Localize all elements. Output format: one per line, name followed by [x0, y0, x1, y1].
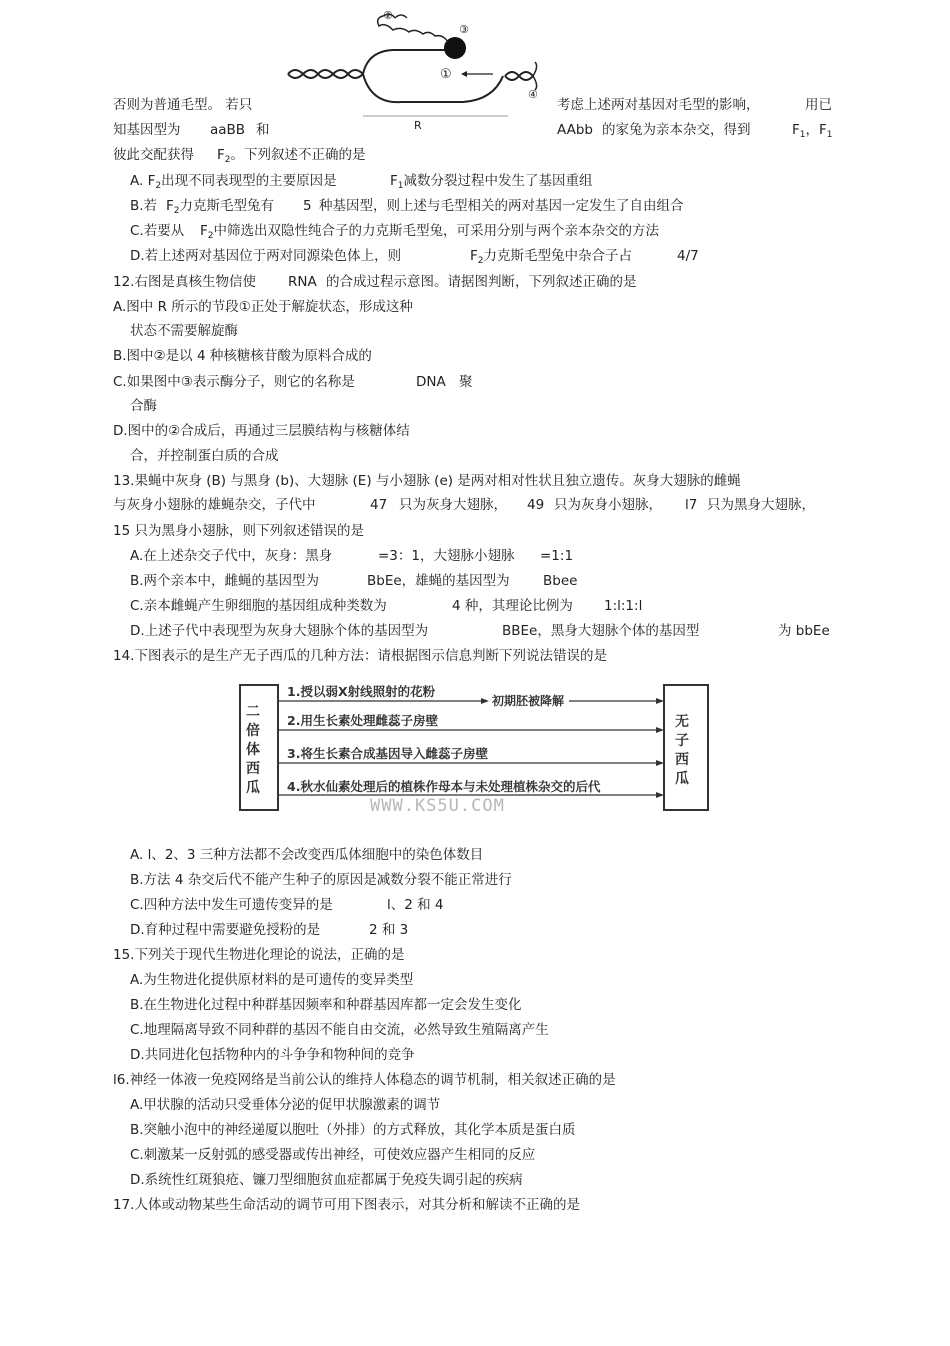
- q11-option-b-b: $F_2$力克斯毛型兔有: [166, 198, 274, 216]
- q11-option-b-e: 种基因型，则上述与毛型相关的两对基因一定发生了自由组合: [319, 198, 684, 214]
- q12-option-b: B.图中②是以 4 种核糖核苷酸为原料合成的: [113, 348, 372, 364]
- q11-line1-left: 否则为普通毛型。 若只: [113, 97, 253, 113]
- q16-option-c: C.刺激某一反射弧的感受器或传出神经，可使效应器产生相同的反应: [130, 1147, 536, 1163]
- q13-option-d-b: BBEe，黑身大翅脉个体的基因型: [502, 623, 700, 639]
- q14-option-d-b: 2 和 3: [369, 922, 409, 938]
- q12-stem-a: 12.右图是真核生物信使: [113, 274, 256, 290]
- q11-line3-b: $F_2$。下列叙述不正确的是: [217, 147, 366, 165]
- q16-option-d: D.系统性红斑狼疮、镰刀型细胞贫血症都属于免疫失调引起的疾病: [130, 1172, 523, 1188]
- q11-line2-f: $F_1$，$F_1$: [792, 122, 833, 140]
- right-box-label: 无子西瓜: [675, 714, 689, 787]
- q11-option-a: A. $F_2$出现不同表现型的主要原因是: [130, 173, 337, 191]
- q13-stem-2e: 只为灰身小翅脉，: [554, 497, 662, 513]
- q13-stem-2d: 49: [527, 497, 545, 513]
- q11-option-a-tail: $F_1$减数分裂过程中发生了基因重组: [390, 173, 593, 191]
- q11-line1-right-a: 考虑上述两对基因对毛型的影响，: [557, 97, 760, 113]
- transcription-diagram: [283, 4, 548, 134]
- q14-stem: 14.下图表示的是生产无子西瓜的几种方法：请根据图示信息判断下列说法错误的是: [113, 648, 607, 664]
- q11-line2-d: AAbb: [557, 122, 593, 138]
- q12-option-c-2: 合酶: [130, 398, 157, 414]
- q15-option-a: A.为生物进化提供原材料的是可遗传的变异类型: [130, 972, 414, 988]
- q12-option-a-2: 状态不需要解旋酶: [130, 323, 238, 339]
- q11-line2-c: 和: [256, 122, 270, 138]
- q17-stem: 17.人体或动物某些生命活动的调节可用下图表示，对其分析和解读不正确的是: [113, 1197, 580, 1213]
- q13-stem-2a: 与灰身小翅脉的雄蝇杂交，子代中: [113, 497, 316, 513]
- q14-option-b: B.方法 4 杂交后代不能产生种子的原因是减数分裂不能正常进行: [130, 872, 512, 888]
- q13-option-b-b: BbEe，雄蝇的基因型为: [367, 573, 510, 589]
- q12-stem-c: 的合成过程示意图。请据图判断，下列叙述正确的是: [326, 274, 637, 290]
- q11-line3-a: 彼此交配获得: [113, 147, 194, 163]
- q13-option-a-c: =1:1: [540, 548, 574, 564]
- q12-stem-b: RNA: [288, 274, 317, 290]
- q12-option-c-1c: 聚: [459, 374, 473, 390]
- q16-option-a: A.甲状腺的活动只受垂体分泌的促甲状腺激素的调节: [130, 1097, 441, 1113]
- q14-option-a: A. l、2、3 三种方法都不会改变西瓜体细胞中的染色体数目: [130, 847, 484, 863]
- q13-option-b-c: Bbee: [543, 573, 578, 589]
- q11-option-c-b: $F_2$中筛选出双隐性纯合子的力克斯毛型兔，可采用分别与两个亲本杂交的方法: [200, 223, 659, 241]
- q13-stem-2g: 只为黑身大翅脉，: [707, 497, 815, 513]
- q13-option-b-a: B.两个亲本中，雌蝇的基因型为: [130, 573, 320, 589]
- q15-option-b: B.在生物进化过程中种群基因频率和种群基因库都一定会发生变化: [130, 997, 522, 1013]
- q11-line2-a: 知基因型为: [113, 122, 181, 138]
- q16-stem: l6.神经一体液一免疫网络是当前公认的维持人体稳态的调节机制，相关叙述正确的是: [113, 1072, 616, 1088]
- diagram-label-4: ④: [528, 88, 538, 101]
- diagram-label-1: ①: [440, 67, 452, 82]
- method-3: 3.将生长素合成基因导入雌蕊子房壁: [287, 746, 488, 761]
- q13-stem-3: 15 只为黑身小翅脉，则下列叙述错误的是: [113, 523, 364, 539]
- q12-option-d-1: D.图中的②合成后，再通过三层膜结构与核糖体结: [113, 423, 410, 439]
- q13-option-d-a: D.上述子代中表现型为灰身大翅脉个体的基因型为: [130, 623, 429, 639]
- method-2: 2.用生长素处理雌蕊子房壁: [287, 713, 438, 728]
- q11-option-d-b: $F_2$力克斯毛型兔中杂合子占: [470, 248, 632, 266]
- q13-option-d-c: 为 bbEe: [778, 623, 830, 639]
- method-1-arrow-label: 初期胚被降解: [492, 694, 565, 708]
- method-1: 1.授以弱X射线照射的花粉: [287, 684, 436, 699]
- method-4: 4.秋水仙素处理后的植株作母本与未处理植株杂交的后代: [287, 779, 601, 794]
- q11-line1-right-b: 用已: [805, 97, 832, 113]
- q13-stem-2f: l7: [685, 497, 698, 513]
- diagram-label-2: ②: [383, 9, 393, 22]
- q12-option-c-1b: DNA: [416, 374, 446, 390]
- q13-stem-1: 13.果蝇中灰身 (B) 与黑身 (b)、大翅脉 (E) 与小翅脉 (e) 是两对相对性状且独立遗传。灰身大翅脉的雌蝇: [113, 473, 741, 489]
- q11-option-d-a: D.若上述两对基因位于两对同源染色体上，则: [130, 248, 402, 264]
- q16-option-b: B.突触小泡中的神经递厦以胞吐（外排）的方式释放，其化学本质是蛋白质: [130, 1122, 576, 1138]
- q13-option-c-b: 4 种，其理论比例为: [452, 598, 573, 614]
- q15-option-c: C.地理隔离导致不同种群的基因不能自由交流，必然导致生殖隔离产生: [130, 1022, 549, 1038]
- q11-option-b-a: B.若: [130, 198, 158, 214]
- q13-stem-2b: 47: [370, 497, 388, 513]
- q12-option-c-1a: C.如果图中③表示酶分子，则它的名称是: [113, 374, 355, 390]
- watermark: WWW.KS5U.COM: [370, 796, 505, 816]
- q13-option-c-a: C.亲本雌蝇产生卵细胞的基因组成种类数为: [130, 598, 387, 614]
- q11-option-d-d: 4/7: [677, 248, 699, 264]
- q13-option-a-a: A.在上述杂交子代中，灰身：黑身: [130, 548, 333, 564]
- diagram-label-R: R: [414, 119, 422, 132]
- q14-option-d-a: D.育种过程中需要避免授粉的是: [130, 922, 321, 938]
- q12-option-d-2: 合，并控制蛋白质的合成: [130, 448, 279, 464]
- q14-option-c-a: C.四种方法中发生可遗传变异的是: [130, 897, 333, 913]
- q15-stem: 15.下列关于现代生物进化理论的说法，正确的是: [113, 947, 405, 963]
- q11-option-c-a: C.若要从: [130, 223, 185, 239]
- q11-line2-e: 的家兔为亲本杂交，得到: [602, 122, 751, 138]
- diagram-label-3: ③: [459, 23, 469, 36]
- q13-stem-2c: 只为灰身大翅脉，: [399, 497, 507, 513]
- q15-option-d: D.共同进化包括物种内的斗争争和物种间的竞争: [130, 1047, 415, 1063]
- q11-option-b-d: 5: [303, 198, 312, 214]
- q13-option-c-c: 1:l:1:l: [604, 598, 643, 614]
- q12-option-a-1: A.图中 R 所示的节段①正处于解旋状态，形成这种: [113, 299, 413, 315]
- q13-option-a-b: =3：1，大翅脉小翅脉: [378, 548, 515, 564]
- q14-option-c-b: l、2 和 4: [387, 897, 444, 913]
- q11-line2-b: aaBB: [210, 122, 246, 138]
- left-box-label: 二倍体西瓜: [246, 704, 260, 796]
